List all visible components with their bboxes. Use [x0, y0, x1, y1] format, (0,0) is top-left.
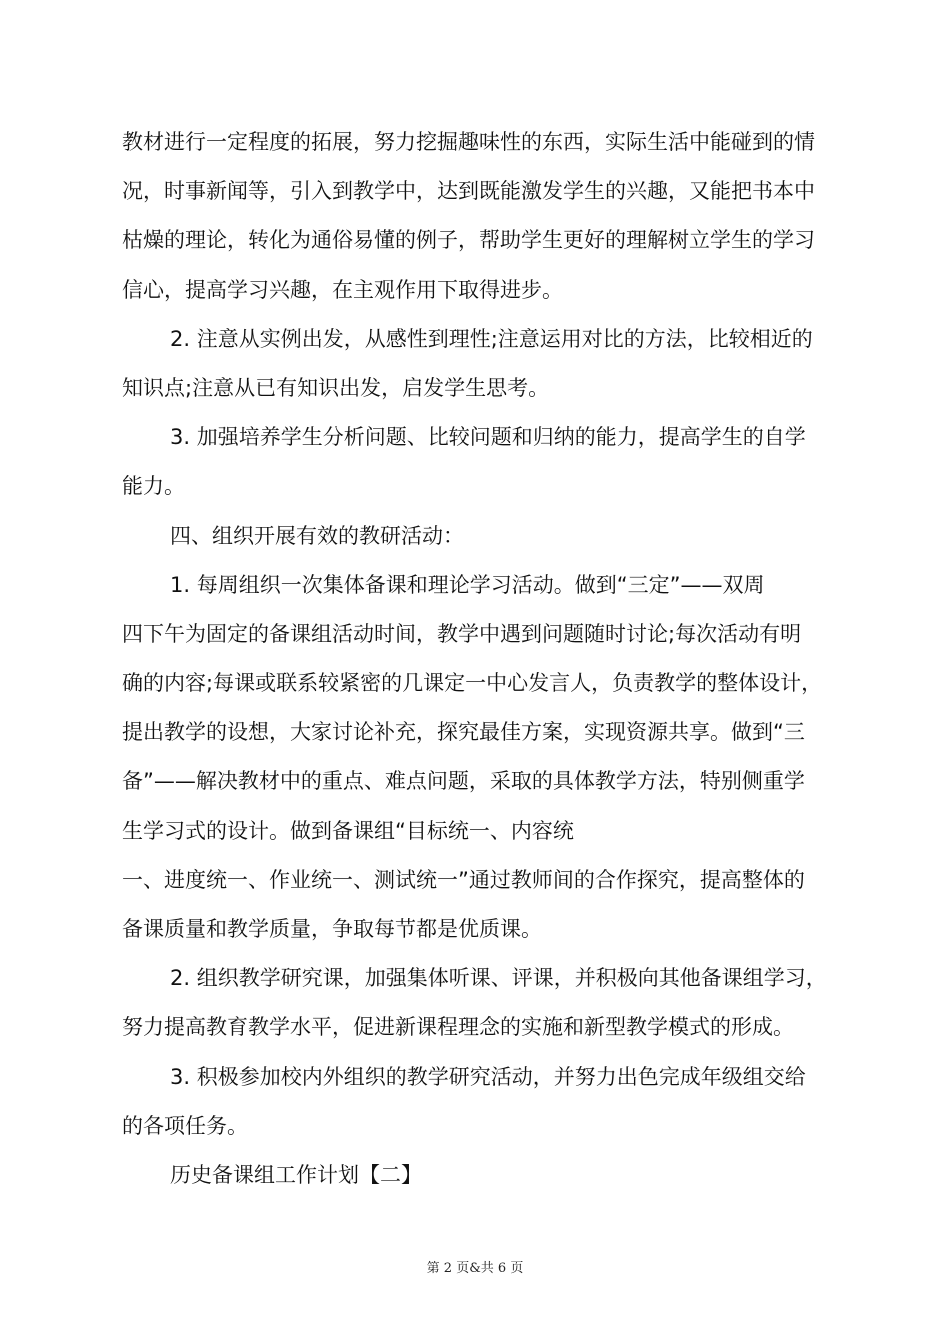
text-line: 提出教学的设想，大家讨论补充，探究最佳方案，实现资源共享。做到“三: [122, 720, 805, 745]
text-line: 信心，提高学习兴趣，在主观作用下取得进步。: [122, 277, 563, 302]
text-line: 备课质量和教学质量，争取每节都是优质课。: [122, 917, 542, 941]
text-line: 3. 加强培养学生分析问题、比较问题和归纳的能力，提高学生的自学: [170, 425, 806, 450]
text-line: 枯燥的理论，转化为通俗易懂的例子，帮助学生更好的理解树立学生的学习: [122, 228, 815, 253]
text-line: 的各项任务。: [122, 1113, 248, 1138]
text-line: 能力。: [122, 474, 185, 499]
text-line: 教材进行一定程度的拓展，努力挖掘趣味性的东西，实际生活中能碰到的情: [122, 130, 815, 154]
text-line: 3. 积极参加校内外组织的教学研究活动，并努力出色完成年级组交给: [170, 1064, 806, 1089]
text-line: 历史备课组工作计划【二】: [170, 1162, 422, 1187]
text-line: 备”——解决教材中的重点、难点问题，采取的具体教学方法，特别侧重学: [122, 769, 805, 794]
text-line: 2. 注意从实例出发，从感性到理性;注意运用对比的方法，比较相近的: [170, 326, 813, 351]
text-line: 生学习式的设计。做到备课组“目标统一、内容统: [122, 818, 574, 843]
text-line: 况，时事新闻等，引入到教学中，达到既能激发学生的兴趣，又能把书本中: [122, 179, 815, 204]
text-line: 四下午为固定的备课组活动时间，教学中遇到问题随时讨论;每次活动有明: [122, 621, 802, 646]
text-line: 一、进度统一、作业统一、测试统一”通过教师间的合作探究，提高整体的: [122, 867, 805, 892]
body-text: [122, 118, 832, 1200]
text-line: 四、组织开展有效的教研活动：: [170, 523, 464, 548]
text-line: 努力提高教育教学水平，促进新课程理念的实施和新型教学模式的形成。: [122, 1015, 794, 1040]
text-line: 知识点;注意从已有知识出发，启发学生思考。: [122, 375, 550, 400]
text-line: 确的内容;每课或联系较紧密的几课定一中心发言人，负责教学的整体设计，: [122, 671, 823, 696]
text-line: 1. 每周组织一次集体备课和理论学习活动。做到“三定”——双周: [170, 572, 765, 597]
page-footer: 第 2 页&共 6 页: [426, 1261, 524, 1276]
text-line: 2. 组织教学研究课，加强集体听课、评课，并积极向其他备课组学习，: [170, 966, 827, 991]
